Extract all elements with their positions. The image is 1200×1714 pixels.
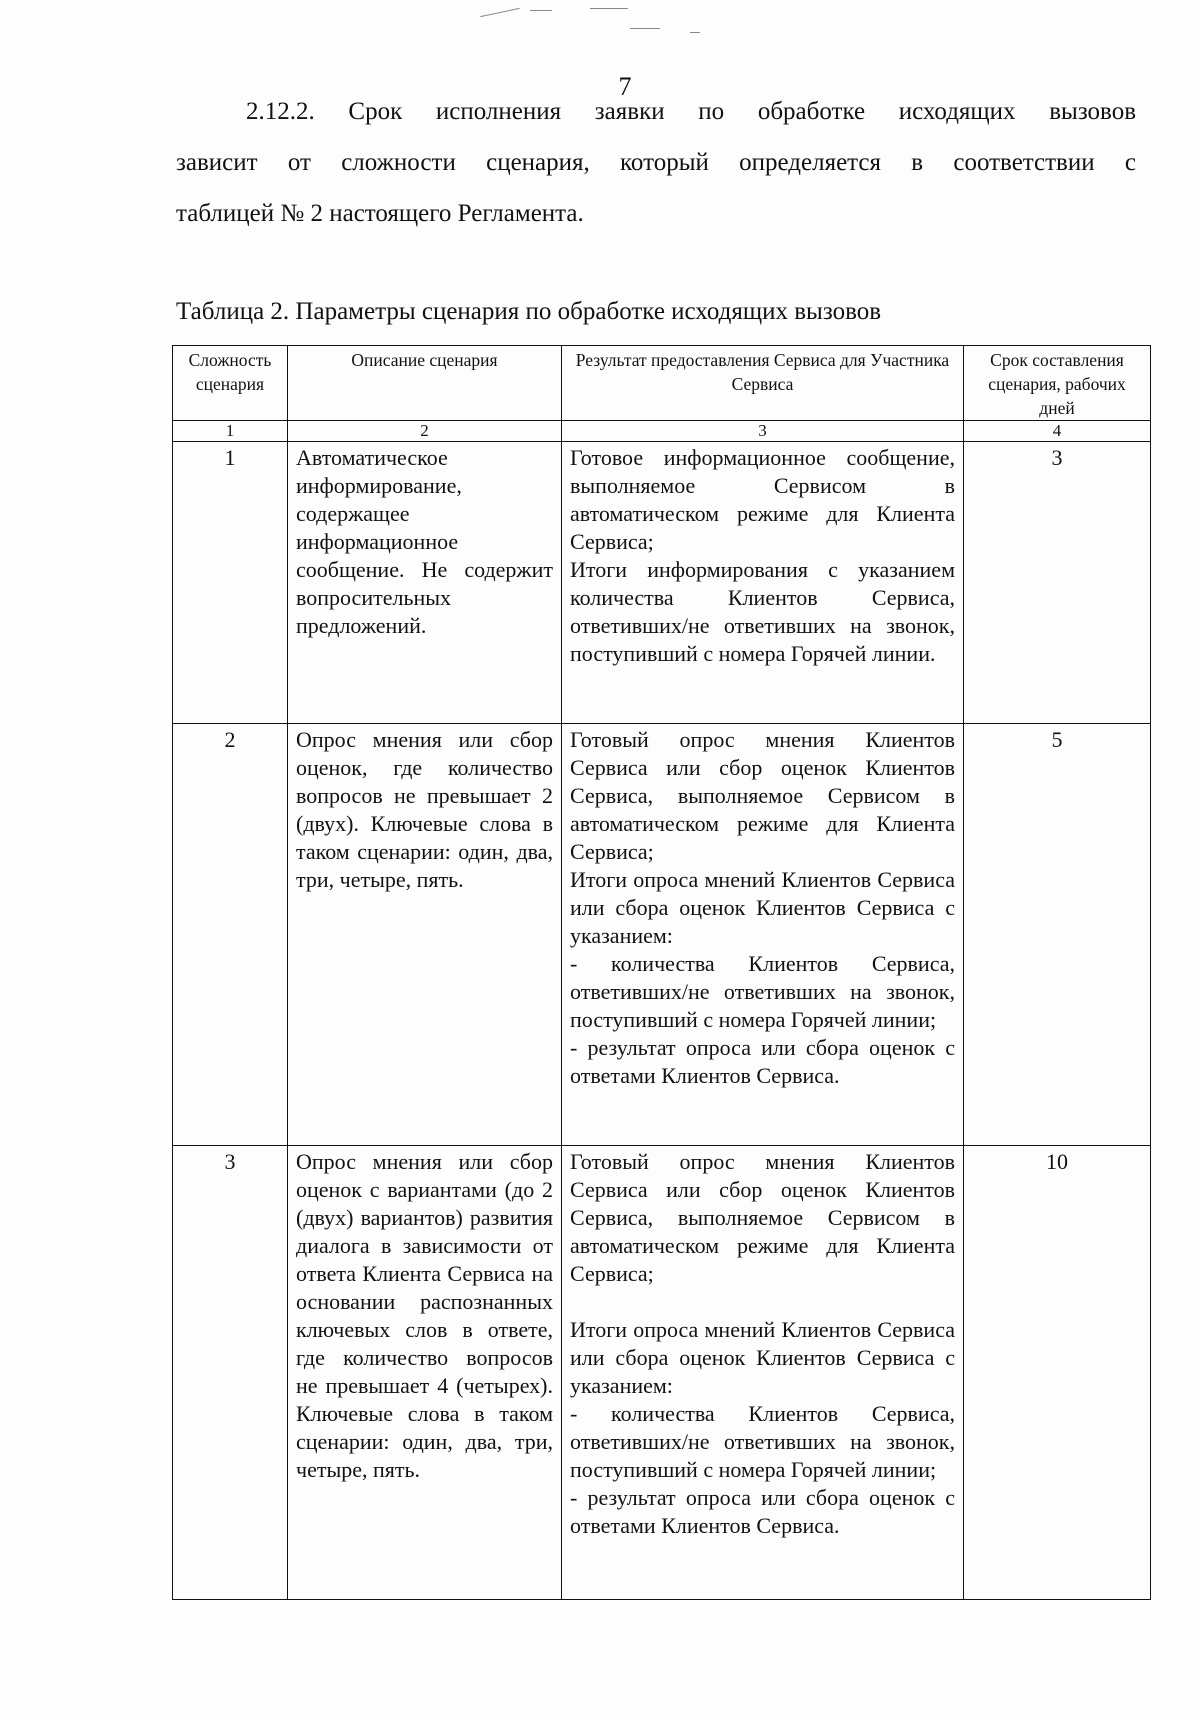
- scenario-parameters-table: [172, 345, 1151, 1600]
- result-line: Итоги опроса мнений Клиентов Сервиса или сбора оценок Клиентов Сервиса с указанием:: [570, 1317, 955, 1398]
- table-caption: Таблица 2. Параметры сценария по обработке исходящих вызовов: [176, 298, 882, 325]
- description-cell: Автоматическое информирование, содержащее информационное сообщение. Не содержит вопросительных предложений.: [288, 442, 562, 724]
- table-row: [173, 724, 1151, 1146]
- column-number-row: [173, 421, 1151, 442]
- result-line: Итоги опроса мнений Клиентов Сервиса или сбора оценок Клиентов Сервиса с указанием:: [570, 867, 955, 948]
- result-line: Итоги информирования с указанием количества Клиентов Сервиса, ответивших/не ответивших на звонок, поступивший с номера Горячей линии.: [570, 557, 955, 666]
- section-paragraph: [176, 86, 1136, 239]
- complexity-cell: 2: [173, 724, 288, 1146]
- result-line: Готовый опрос мнения Клиентов Сервиса или сбор оценок Клиентов Сервиса, выполняемое Сервисом в автоматическом режиме для Клиента Сервиса;: [570, 727, 955, 864]
- header-result: Результат предоставления Сервиса для Участника Сервиса: [562, 346, 964, 421]
- header-description: Описание сценария: [288, 346, 562, 421]
- result-line: - количества Клиентов Сервиса, ответивших/не ответивших на звонок, поступивший с номера Горячей линии;: [570, 1401, 955, 1482]
- page-number: 7: [618, 72, 632, 101]
- paragraph-line: зависит от сложности сценария, который определяется в соответствии с: [176, 149, 1136, 176]
- paragraph-line: таблицей № 2 настоящего Регламента.: [176, 200, 584, 227]
- description-cell: Опрос мнения или сбор оценок, где количество вопросов не превышает 2 (двух). Ключевые слова в таком сценарии: один, два, три, четыре, пять.: [288, 724, 562, 1146]
- table-row: [173, 442, 1151, 724]
- days-cell: 10: [964, 1146, 1151, 1600]
- paragraph-line: 2.12.2. Срок исполнения заявки по обработке исходящих вызовов: [246, 98, 1136, 125]
- description-cell: Опрос мнения или сбор оценок с вариантами (до 2 (двух) вариантов) развития диалога в зависимости от ответа Клиента Сервиса на основании распознанных ключевых слов в ответе, где количество вопросов не превышает 4 (четырех). Ключевые слова в таком сценарии: один, два, три, четыре, пять.: [288, 1146, 562, 1600]
- result-cell: [562, 1146, 964, 1600]
- header-complexity: Сложность сценария: [173, 346, 288, 421]
- result-line: - количества Клиентов Сервиса, ответивших/не ответивших на звонок, поступивший с номера Горячей линии;: [570, 951, 955, 1032]
- complexity-cell: 1: [173, 442, 288, 724]
- scan-artifact: [460, 2, 800, 42]
- days-cell: 3: [964, 442, 1151, 724]
- result-line: Готовый опрос мнения Клиентов Сервиса или сбор оценок Клиентов Сервиса, выполняемое Сервисом в автоматическом режиме для Клиента Сервиса;: [570, 1149, 955, 1286]
- blank-line: [570, 1288, 955, 1316]
- result-line: Готовое информационное сообщение, выполняемое Сервисом в автоматическом режиме для Клиента Сервиса;: [570, 445, 955, 554]
- column-number: 3: [562, 421, 964, 442]
- header-days: Срок составления сценария, рабочих дней: [964, 346, 1151, 421]
- result-line: - результат опроса или сбора оценок с ответами Клиентов Сервиса.: [570, 1035, 955, 1088]
- table-row: [173, 1146, 1151, 1600]
- table-header-row: [173, 346, 1151, 421]
- column-number: 1: [173, 421, 288, 442]
- column-number: 2: [288, 421, 562, 442]
- column-number: 4: [964, 421, 1151, 442]
- complexity-cell: 3: [173, 1146, 288, 1600]
- result-line: - результат опроса или сбора оценок с ответами Клиентов Сервиса.: [570, 1485, 955, 1538]
- result-cell: [562, 724, 964, 1146]
- days-cell: 5: [964, 724, 1151, 1146]
- result-cell: [562, 442, 964, 724]
